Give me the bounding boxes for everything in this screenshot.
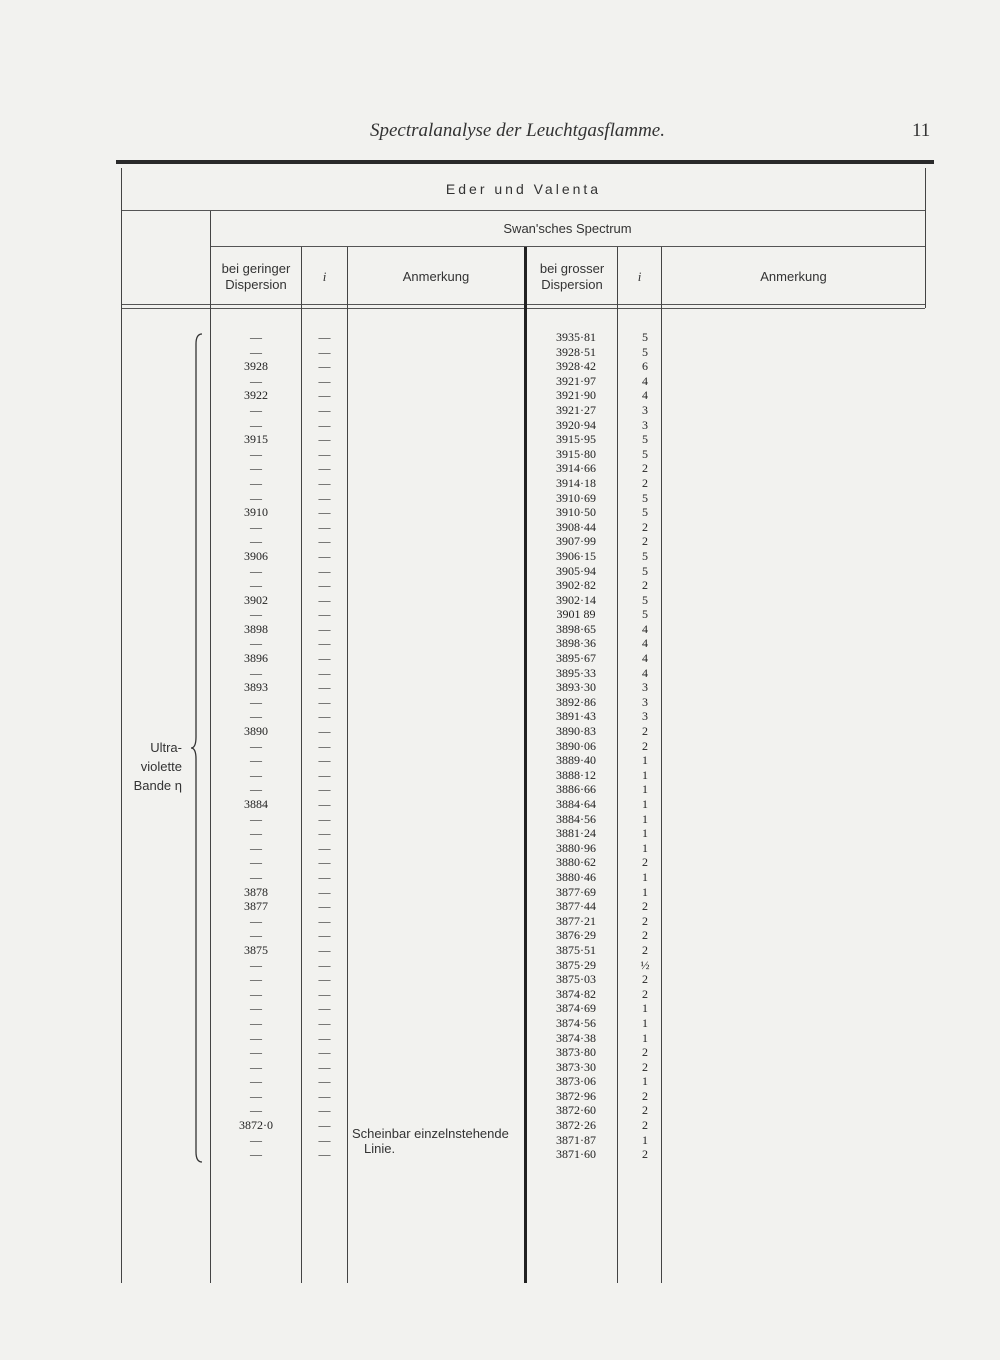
table-cell-high: 3921·90: [556, 388, 596, 403]
table-cell-high: 3880·62: [556, 855, 596, 870]
table-cell-i2: 1: [642, 797, 648, 811]
table-cell-high: 3910·69: [556, 490, 596, 505]
table-cell-i1: —: [318, 928, 331, 943]
table-cell-low: 3878: [244, 884, 268, 899]
table-cell-i1: —: [318, 344, 331, 359]
band-label-line: Bande η: [133, 778, 182, 793]
table-cell-low: —: [250, 665, 262, 680]
table-cell-i2: 1: [642, 782, 648, 797]
table-cell-i2: 3: [642, 709, 648, 724]
table-cell-low: —: [250, 928, 262, 943]
table-cell-i2: 2: [642, 1118, 648, 1133]
table-cell-high: 3910·50: [556, 505, 596, 520]
table-cell-i1: —: [318, 738, 331, 753]
table-cell-low: —: [250, 1030, 262, 1045]
header-rule-1: [122, 210, 925, 211]
table-cell-high: 3880·46: [556, 869, 596, 884]
col-divider-1: [210, 211, 211, 1283]
table-cell-i2: 1: [642, 884, 648, 899]
table-cell-i1: —: [318, 855, 331, 870]
table-cell-i1: —: [318, 1074, 331, 1089]
table-cell-high: 3902·82: [556, 578, 596, 593]
table-cell-i1: —: [318, 388, 331, 403]
table-cell-i2: 1: [642, 1074, 648, 1089]
table-cell-high: 3895·33: [556, 665, 596, 680]
table-cell-i1: —: [318, 899, 331, 914]
table-cell-high: 3889·40: [556, 753, 596, 768]
table-cell-low: —: [250, 490, 262, 505]
table-cell-i1: —: [318, 1015, 331, 1030]
table-cell-i1: —: [318, 665, 331, 680]
table-cell-high: 3874·38: [556, 1030, 596, 1045]
table-cell-i1: —: [318, 402, 331, 417]
table-cell-i1: —: [318, 330, 331, 344]
table-cell-i1: —: [318, 840, 331, 855]
table-cell-low: —: [250, 563, 262, 578]
table-cell-high: 3907·99: [556, 534, 596, 549]
table-cell-high: 3928·51: [556, 344, 596, 359]
table-cell-low: —: [250, 767, 262, 782]
table-cell-high: 3871·60: [556, 1147, 596, 1162]
remark-line: Scheinbar einzelnstehende: [352, 1126, 509, 1141]
table-cell-i2: 4: [642, 665, 648, 680]
table-cell-high: 3873·80: [556, 1045, 596, 1060]
table-border-left: [121, 168, 122, 1283]
table-cell-i1: —: [318, 986, 331, 1001]
table-cell-i1: —: [318, 826, 331, 841]
table-cell-i2: 2: [642, 1045, 648, 1060]
table-cell-high: 3915·95: [556, 432, 596, 447]
table-cell-i2: 4: [642, 621, 648, 636]
table-cell-high: 3877·21: [556, 913, 596, 928]
table-cell-high: 3873·30: [556, 1059, 596, 1074]
table-cell-high: 3902·14: [556, 592, 596, 607]
table-cell-high: 3872·96: [556, 1088, 596, 1103]
table-border-right: [925, 168, 926, 308]
table-cell-i2: 1: [642, 1001, 648, 1016]
col-divider-main: [524, 247, 527, 1283]
table-cell-low: —: [250, 344, 262, 359]
table-cell-low: —: [250, 709, 262, 724]
table-cell-low: —: [250, 826, 262, 841]
table-cell-i1: —: [318, 767, 331, 782]
table-cell-low: 3898: [244, 621, 268, 636]
column-low-dispersion: [213, 330, 299, 1162]
table-cell-high: 3872·26: [556, 1118, 596, 1133]
table-cell-i1: —: [318, 417, 331, 432]
table-cell-high: 3877·69: [556, 884, 596, 899]
table-cell-low: 3928: [244, 359, 268, 374]
table-cell-i2: 4: [642, 388, 648, 403]
table-cell-high: 3877·44: [556, 899, 596, 914]
table-cell-i2: 2: [642, 578, 648, 593]
table-cell-i2: 6: [642, 359, 648, 374]
table-cell-high: 3891·43: [556, 709, 596, 724]
table-cell-high: 3935·81: [556, 330, 596, 344]
table-cell-i1: —: [318, 519, 331, 534]
table-cell-i1: —: [318, 1059, 331, 1074]
table-cell-i2: 3: [642, 680, 648, 695]
table-cell-i2: 5: [642, 432, 648, 447]
table-cell-i2: 5: [642, 446, 648, 461]
table-cell-high: 3920·94: [556, 417, 596, 432]
table-cell-high: 3874·82: [556, 986, 596, 1001]
table-cell-i1: —: [318, 724, 331, 739]
table-cell-high: 3886·66: [556, 782, 596, 797]
table-cell-high: 3890·83: [556, 724, 596, 739]
col-header-remark1: Anmerkung: [402, 269, 470, 284]
table-cell-low: —: [250, 534, 262, 549]
table-cell-high: 3880·96: [556, 840, 596, 855]
table-cell-i1: —: [318, 972, 331, 987]
table-cell-i2: 2: [642, 913, 648, 928]
table-cell-low: 3902: [244, 592, 268, 607]
band-label: [120, 738, 182, 795]
table-cell-low: —: [250, 855, 262, 870]
table-cell-i2: 1: [642, 1030, 648, 1045]
table-cell-i2: 2: [642, 972, 648, 987]
table-cell-high: 3890·06: [556, 738, 596, 753]
remark-note: [352, 1126, 509, 1156]
table-cell-low: 3915: [244, 432, 268, 447]
table-cell-i1: —: [318, 797, 331, 811]
table-cell-i1: —: [318, 621, 331, 636]
table-cell-low: —: [250, 753, 262, 768]
table-cell-high: 3873·06: [556, 1074, 596, 1089]
table-cell-i2: 2: [642, 461, 648, 476]
table-cell-low: —: [250, 1059, 262, 1074]
table-cell-i2: 2: [642, 475, 648, 490]
table-cell-high: 3901 89: [556, 607, 596, 622]
table-cell-low: —: [250, 373, 262, 388]
table-cell-low: 3922: [244, 388, 268, 403]
table-cell-i1: —: [318, 1001, 331, 1016]
table-cell-high: 3875·29: [556, 957, 596, 972]
table-cell-i2: 2: [642, 534, 648, 549]
table-cell-low: —: [250, 1103, 262, 1118]
table-cell-i1: —: [318, 505, 331, 520]
table-cell-i2: 4: [642, 373, 648, 388]
table-cell-low: —: [250, 519, 262, 534]
table-cell-low: —: [250, 1132, 262, 1147]
group-title: Eder und Valenta: [445, 181, 602, 197]
table-cell-i1: —: [318, 1118, 331, 1133]
table-cell-i2: ½: [640, 957, 650, 972]
table-cell-i2: 2: [642, 855, 648, 870]
table-cell-high: 3928·42: [556, 359, 596, 374]
table-cell-i2: 2: [642, 1059, 648, 1074]
table-cell-low: —: [250, 913, 262, 928]
table-cell-i2: 5: [642, 563, 648, 578]
table-cell-i1: —: [318, 373, 331, 388]
table-cell-low: —: [250, 972, 262, 987]
table-cell-high: 3898·36: [556, 636, 596, 651]
table-cell-high: 3914·66: [556, 461, 596, 476]
col-header-i1: i: [322, 269, 327, 284]
table-cell-i1: —: [318, 563, 331, 578]
table-cell-i1: —: [318, 548, 331, 563]
table-cell-i2: 3: [642, 417, 648, 432]
table-cell-i1: —: [318, 475, 331, 490]
table-cell-high: 3921·97: [556, 373, 596, 388]
table-cell-low: —: [250, 446, 262, 461]
table-cell-i2: 2: [642, 899, 648, 914]
table-cell-high: 3876·29: [556, 928, 596, 943]
table-cell-i1: —: [318, 884, 331, 899]
table-cell-i1: —: [318, 651, 331, 666]
table-cell-i2: 3: [642, 694, 648, 709]
brace-icon: [188, 332, 204, 1164]
table-cell-low: 3906: [244, 548, 268, 563]
table-cell-i2: 5: [642, 607, 648, 622]
table-cell-low: —: [250, 840, 262, 855]
table-cell-i1: —: [318, 709, 331, 724]
column-i1: [302, 330, 347, 1162]
table-cell-i1: —: [318, 1103, 331, 1118]
table-cell-low: —: [250, 694, 262, 709]
table-cell-low: 3884: [244, 797, 268, 811]
table-cell-i2: 2: [642, 738, 648, 753]
header-rule-2: [210, 246, 925, 247]
table-cell-low: —: [250, 1147, 262, 1162]
table-cell-high: 3875·03: [556, 972, 596, 987]
table-cell-low: —: [250, 475, 262, 490]
table-cell-i2: 1: [642, 869, 648, 884]
table-cell-i1: —: [318, 957, 331, 972]
band-label-line: violette: [140, 759, 182, 774]
table-cell-i1: —: [318, 1030, 331, 1045]
table-cell-i1: —: [318, 869, 331, 884]
table-cell-i2: 1: [642, 840, 648, 855]
table-cell-i2: 5: [642, 592, 648, 607]
table-cell-i2: 5: [642, 330, 648, 344]
table-cell-i1: —: [318, 1132, 331, 1147]
table-cell-i2: 2: [642, 519, 648, 534]
table-cell-low: —: [250, 869, 262, 884]
table-cell-high: 3895·67: [556, 651, 596, 666]
table-cell-i2: 3: [642, 402, 648, 417]
table-cell-low: 3896: [244, 651, 268, 666]
table-cell-i1: —: [318, 432, 331, 447]
table-cell-i2: 1: [642, 767, 648, 782]
table-cell-high: 3908·44: [556, 519, 596, 534]
table-cell-low: 3893: [244, 680, 268, 695]
table-cell-low: —: [250, 1045, 262, 1060]
table-cell-i2: 1: [642, 1132, 648, 1147]
table-cell-i1: —: [318, 782, 331, 797]
table-cell-i2: 2: [642, 928, 648, 943]
table-cell-low: 3910: [244, 505, 268, 520]
table-cell-high: 3881·24: [556, 826, 596, 841]
table-cell-high: 3898·65: [556, 621, 596, 636]
table-cell-low: —: [250, 1001, 262, 1016]
table-cell-high: 3892·86: [556, 694, 596, 709]
table-cell-low: —: [250, 1015, 262, 1030]
col-header-i2: i: [637, 269, 642, 284]
table-cell-i1: —: [318, 636, 331, 651]
table-cell-low: —: [250, 607, 262, 622]
table-cell-i2: 2: [642, 942, 648, 957]
table-cell-low: —: [250, 782, 262, 797]
table-cell-low: 3877: [244, 899, 268, 914]
table-cell-i1: —: [318, 490, 331, 505]
table-cell-low: —: [250, 636, 262, 651]
table-cell-i1: —: [318, 607, 331, 622]
table-cell-i2: 1: [642, 826, 648, 841]
table-cell-low: 3872·0: [239, 1118, 273, 1133]
table-cell-i1: —: [318, 680, 331, 695]
table-cell-low: —: [250, 1074, 262, 1089]
table-cell-i2: 5: [642, 344, 648, 359]
table-cell-i1: —: [318, 592, 331, 607]
col-header-remark2: Anmerkung: [760, 269, 827, 284]
table-cell-i1: —: [318, 578, 331, 593]
table-cell-low: —: [250, 330, 262, 344]
running-head: [0, 120, 1000, 144]
table-cell-low: 3890: [244, 724, 268, 739]
col-header-low-dispersion: bei geringer Dispersion: [221, 261, 291, 292]
table-cell-high: 3905·94: [556, 563, 596, 578]
table-cell-high: 3906·15: [556, 548, 596, 563]
table-cell-i1: —: [318, 446, 331, 461]
table-cell-low: 3875: [244, 942, 268, 957]
table-cell-i2: 2: [642, 1147, 648, 1162]
table-cell-i2: 1: [642, 753, 648, 768]
page-number: 11: [912, 120, 931, 141]
table-cell-high: 3874·69: [556, 1001, 596, 1016]
table-cell-high: 3921·27: [556, 402, 596, 417]
table-cell-i1: —: [318, 1088, 331, 1103]
col-divider-3: [347, 247, 348, 1283]
table-cell-low: —: [250, 578, 262, 593]
table-cell-high: 3875·51: [556, 942, 596, 957]
table-cell-i2: 1: [642, 1015, 648, 1030]
table-cell-i1: —: [318, 534, 331, 549]
remark-line: Linie.: [364, 1141, 396, 1156]
table-cell-low: —: [250, 461, 262, 476]
table-cell-high: 3872·60: [556, 1103, 596, 1118]
table-cell-high: 3871·87: [556, 1132, 596, 1147]
table-cell-i1: —: [318, 753, 331, 768]
table-cell-high: 3874·56: [556, 1015, 596, 1030]
table-cell-i1: —: [318, 1147, 331, 1162]
table-cell-i2: 1: [642, 811, 648, 826]
table-cell-low: —: [250, 1088, 262, 1103]
table-cell-low: —: [250, 986, 262, 1001]
table-cell-high: 3884·56: [556, 811, 596, 826]
table-cell-i1: —: [318, 1045, 331, 1060]
table-cell-i2: 2: [642, 1088, 648, 1103]
table-cell-i1: —: [318, 913, 331, 928]
table-cell-high: 3893·30: [556, 680, 596, 695]
table-cell-i1: —: [318, 811, 331, 826]
band-label-line: Ultra-: [150, 740, 182, 755]
col-header-high-dispersion: bei grosser Dispersion: [539, 261, 605, 292]
table-cell-i1: —: [318, 461, 331, 476]
table-cell-i1: —: [318, 942, 331, 957]
table-cell-i1: —: [318, 359, 331, 374]
table-cell-low: —: [250, 738, 262, 753]
table-cell-high: 3915·80: [556, 446, 596, 461]
column-high-dispersion: [538, 330, 614, 1162]
table-cell-i2: 4: [642, 636, 648, 651]
table-cell-i2: 2: [642, 724, 648, 739]
table-cell-high: 3914·18: [556, 475, 596, 490]
table-cell-low: —: [250, 402, 262, 417]
table-cell-low: —: [250, 811, 262, 826]
column-i2: [618, 330, 672, 1162]
top-rule: [116, 160, 934, 164]
table-cell-i2: 5: [642, 505, 648, 520]
table-cell-high: 3884·64: [556, 797, 596, 811]
table-cell-i2: 2: [642, 1103, 648, 1118]
table-cell-i2: 2: [642, 986, 648, 1001]
table-cell-i2: 5: [642, 490, 648, 505]
table-cell-low: —: [250, 417, 262, 432]
table-cell-i1: —: [318, 694, 331, 709]
table-cell-high: 3888·12: [556, 767, 596, 782]
table-cell-i2: 5: [642, 548, 648, 563]
table-cell-i2: 4: [642, 651, 648, 666]
running-title: Spectralanalyse der Leuchtgasflamme.: [370, 120, 665, 141]
subgroup-title: Swan'sches Spectrum: [503, 221, 632, 236]
table-cell-low: —: [250, 957, 262, 972]
